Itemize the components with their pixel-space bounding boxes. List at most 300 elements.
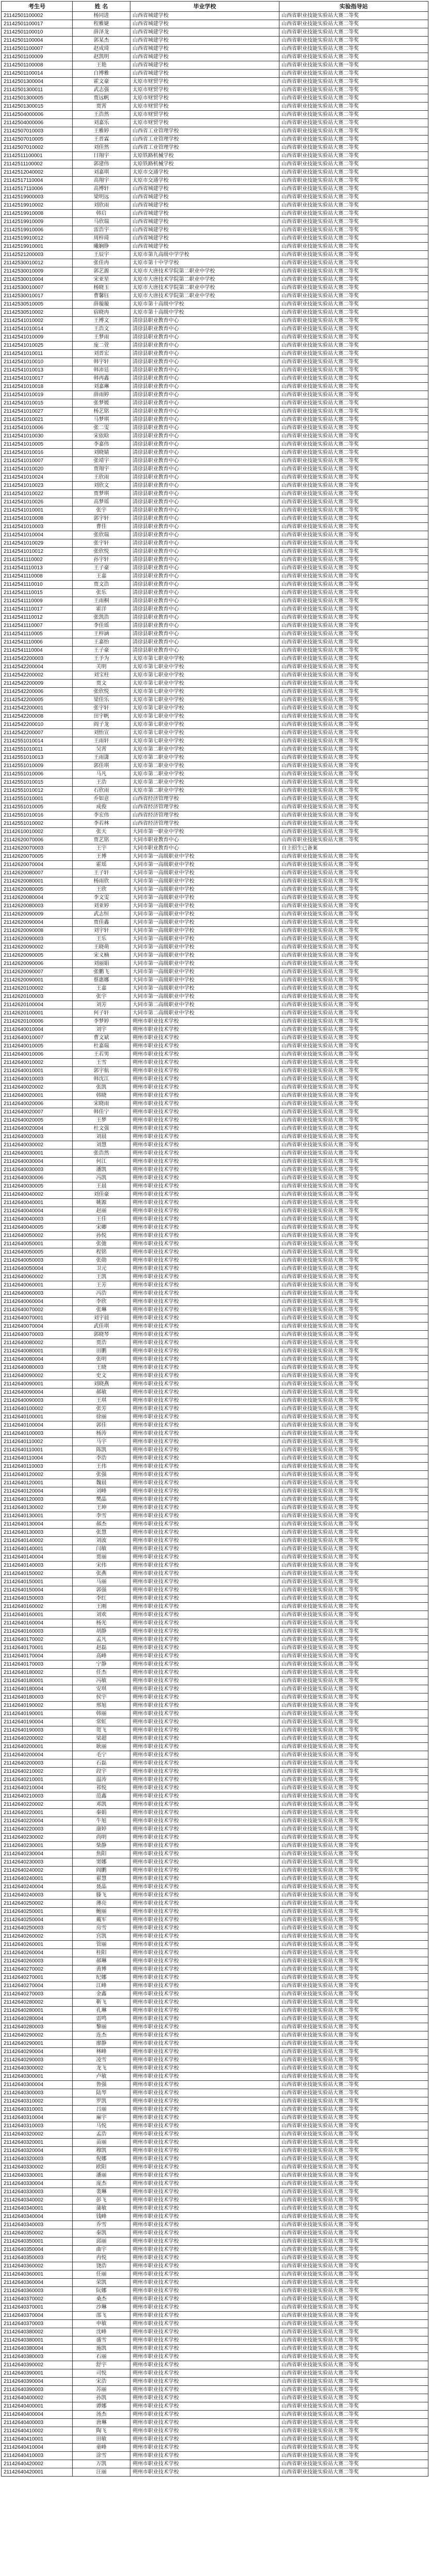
name-cell: 王欣雨 (73, 473, 130, 482)
name-cell: 冯浩 (73, 1290, 130, 1298)
exam-number-cell: 21142541010005 (2, 440, 73, 449)
school-cell: 清徐县职业教育中心 (130, 358, 279, 366)
base-cell: 山西省职业技能实验站大赛二等奖 (279, 1726, 428, 1735)
table-row (2, 1974, 428, 1982)
name-cell: 刘宝柱 (73, 671, 130, 680)
exam-number-cell: 21142640070001 (2, 1314, 73, 1323)
base-cell: 山西省职业技能实验站大赛二等奖 (279, 1990, 428, 1998)
base-cell: 山西省职业技能实验站大赛二等奖 (279, 655, 428, 663)
table-row (2, 424, 428, 432)
table-row (2, 1718, 428, 1726)
school-cell: 朔州市职业技术学校 (130, 2295, 279, 2303)
base-cell: 山西省职业技能实验站大赛二等奖 (279, 1388, 428, 1397)
exam-number-cell: 21142541010011 (2, 350, 73, 358)
name-cell: 张宇 (73, 506, 130, 515)
table-row (2, 1388, 428, 1397)
header-school: 毕业学校 (130, 2, 279, 12)
base-cell: 山西省职业技能实验站大赛二等奖 (279, 614, 428, 622)
base-cell: 山西省职业技能实验站大赛二等奖 (279, 1924, 428, 1933)
base-cell: 山西省职业技能实验站大赛二等奖 (279, 2378, 428, 2386)
school-cell: 朔州市职业技术学校 (130, 2139, 279, 2147)
table-row (2, 1751, 428, 1759)
table-row (2, 482, 428, 490)
name-cell: 任杰 (73, 1669, 130, 1677)
name-cell: 鲍丽 (73, 1908, 130, 1916)
base-cell: 山西省职业技能实验站大赛二等奖 (279, 704, 428, 713)
table-row (2, 1347, 428, 1355)
name-cell: 王予为 (73, 655, 130, 663)
name-cell: 陈凯 (73, 1446, 130, 1454)
name-cell: 饶浩 (73, 2262, 130, 2270)
exam-number-cell: 21142640290002 (2, 2031, 73, 2040)
name-cell: 冯凯 (73, 1174, 130, 1182)
exam-number-cell: 21142541110006 (2, 638, 73, 647)
school-cell: 清徐县职业教育中心 (130, 531, 279, 539)
exam-number-cell: 21142542200008 (2, 713, 73, 721)
school-cell: 朔州市职业技术学校 (130, 2402, 279, 2411)
base-cell: 山西省职业技能实验站大赛二等奖 (279, 2435, 428, 2444)
exam-number-cell: 21142519910009 (2, 218, 73, 226)
exam-number-cell: 21142640350003 (2, 2254, 73, 2262)
name-cell: 刘嘉琪 (73, 168, 130, 177)
name-cell: 戴军 (73, 1916, 130, 1924)
school-cell: 清徐县职业教育中心 (130, 342, 279, 350)
table-row (2, 688, 428, 696)
base-cell: 山西省职业技能实验站大赛二等奖 (279, 1438, 428, 1446)
table-row (2, 119, 428, 127)
base-cell: 山西省职业技能实验站大赛二等奖 (279, 440, 428, 449)
exam-number-cell: 21142542200009 (2, 680, 73, 688)
school-cell: 太原市大唐技术学院第二职业中学校 (130, 292, 279, 300)
base-cell: 山西省职业技能实验站大赛二等奖 (279, 1858, 428, 1867)
school-cell: 朔州市职业技术学校 (130, 1421, 279, 1430)
name-cell: 高梦瑶 (73, 498, 130, 506)
table-row (2, 1603, 428, 1611)
name-cell: 黄博 (73, 1965, 130, 1974)
exam-number-cell: 21142541010018 (2, 383, 73, 391)
table-row (2, 2246, 428, 2254)
exam-number-cell: 21142640240002 (2, 1867, 73, 1875)
school-cell: 太原市第二职业中学校 (130, 754, 279, 762)
base-cell: 山西省职业技能实验站大赛二等奖 (279, 952, 428, 960)
base-cell: 山西省职业技能实验站大赛二等奖 (279, 1982, 428, 1990)
name-cell: 李欣 (73, 1298, 130, 1306)
exam-number-cell: 21142541010001 (2, 506, 73, 515)
school-cell: 朔州市职业技术学校 (130, 1133, 279, 1141)
school-cell: 大同市第二高级职业中学校 (130, 1009, 279, 1018)
table-row (2, 416, 428, 424)
school-cell: 大同市第一高级职业中学校 (130, 960, 279, 968)
name-cell: 秦娟 (73, 1809, 130, 1817)
school-cell: 清徐县职业教育中心 (130, 614, 279, 622)
name-cell: 韩启 (73, 210, 130, 218)
school-cell: 朔州市职业技术学校 (130, 2378, 279, 2386)
table-row (2, 713, 428, 721)
base-cell: 山西省职业技能实验站大赛二等奖 (279, 465, 428, 473)
name-cell: 宋伟 (73, 1562, 130, 1570)
name-cell: 孟浩 (73, 2130, 130, 2139)
table-row (2, 490, 428, 498)
exam-number-cell: 21142620080003 (2, 902, 73, 910)
school-cell: 朔州市职业技术学校 (130, 1743, 279, 1751)
school-cell: 大同市第一高级职业中学校 (130, 919, 279, 927)
exam-number-cell: 21142640250004 (2, 1916, 73, 1924)
name-cell: 韩宇轩 (73, 358, 130, 366)
school-cell: 朔州市职业技术学校 (130, 1817, 279, 1825)
school-cell: 朔州市职业技术学校 (130, 1207, 279, 1215)
name-cell: 司悦 (73, 2369, 130, 2378)
name-cell: 庞二萱 (73, 342, 130, 350)
school-cell: 清徐县职业教育中心 (130, 449, 279, 457)
name-cell: 胡静 (73, 1628, 130, 1636)
name-cell: 郭佳琪 (73, 762, 130, 770)
table-row (2, 366, 428, 375)
base-cell: 山西省职业技能实验站大赛二等奖 (279, 1380, 428, 1388)
exam-number-cell: 21142640350002 (2, 2229, 73, 2238)
base-cell: 山西省职业技能实验站大赛二等奖 (279, 2287, 428, 2295)
table-row (2, 1842, 428, 1850)
name-cell: 荣凯 (73, 2279, 130, 2287)
base-cell: 山西省职业技能实验站大赛二等奖 (279, 1965, 428, 1974)
name-cell: 宋卿 (73, 1224, 130, 1232)
base-cell: 山西省职业技能实验站大赛二等奖 (279, 589, 428, 597)
base-cell: 山西省职业技能实验站大赛二等奖 (279, 1479, 428, 1487)
table-row (2, 2130, 428, 2139)
name-cell: 李雪 (73, 1512, 130, 1520)
exam-number-cell: 21142640150002 (2, 1570, 73, 1578)
exam-number-cell: 21142640160004 (2, 1619, 73, 1628)
name-cell: 宫凯 (73, 1933, 130, 1941)
table-row (2, 2007, 428, 2015)
name-cell: 张乐 (73, 589, 130, 597)
base-cell: 山西省职业技能实验站大赛二等奖 (279, 1998, 428, 2007)
name-cell: 蒲敏 (73, 2205, 130, 2213)
table-row (2, 869, 428, 877)
school-cell: 朔州市职业技术学校 (130, 2081, 279, 2089)
base-cell: 山西省职业技能实验站大赛二等奖 (279, 408, 428, 416)
school-cell: 山西省城建学校 (130, 45, 279, 53)
base-cell: 山西省职业技能实验站大赛二等奖 (279, 1298, 428, 1306)
school-cell: 山西省城建学校 (130, 243, 279, 251)
name-cell: 郭某杰 (73, 37, 130, 45)
base-cell: 山西省职业技能实验站大赛二等奖 (279, 144, 428, 152)
exam-number-cell: 21142551010009 (2, 762, 73, 770)
school-cell: 朔州市职业技术学校 (130, 2023, 279, 2031)
school-cell: 朔州市职业技术学校 (130, 1908, 279, 1916)
name-cell: 王欣 (73, 886, 130, 894)
table-row (2, 2295, 428, 2303)
base-cell: 山西省职业技能实验站大赛二等奖 (279, 2139, 428, 2147)
school-cell: 朔州市职业技术学校 (130, 1347, 279, 1355)
school-cell: 朔州市职业技术学校 (130, 1759, 279, 1768)
table-row (2, 556, 428, 564)
base-cell: 山西省职业技能实验站大赛二等奖 (279, 811, 428, 820)
exam-number-cell: 21142541110007 (2, 622, 73, 630)
exam-number-cell: 21142541110017 (2, 605, 73, 614)
table-row (2, 1933, 428, 1941)
school-cell: 朔州市职业技术学校 (130, 2163, 279, 2172)
school-cell: 朔州市职业技术学校 (130, 1801, 279, 1809)
exam-number-cell: 21142530010017 (2, 292, 73, 300)
base-cell: 山西省职业技能实验站大赛二等奖 (279, 12, 428, 20)
school-cell: 朔州市职业技术学校 (130, 1718, 279, 1726)
name-cell: 刘晨 (73, 1133, 130, 1141)
exam-number-cell: 21142640060003 (2, 1290, 73, 1298)
name-cell: 管丽 (73, 1941, 130, 1949)
name-cell: 孔琳 (73, 2007, 130, 2015)
exam-number-cell: 21142640310002 (2, 2097, 73, 2106)
name-cell: 庞杰 (73, 2180, 130, 2188)
base-cell: 山西省职业技能实验站大赛二等奖 (279, 53, 428, 61)
school-cell: 朔州市职业技术学校 (130, 1075, 279, 1083)
school-cell: 朔州市职业技术学校 (130, 1949, 279, 1957)
table-row (2, 2056, 428, 2064)
name-cell: 张凯浩 (73, 614, 130, 622)
exam-number-cell: 21142640420002 (2, 2460, 73, 2468)
exam-number-cell: 21142640050001 (2, 1240, 73, 1248)
exam-number-cell: 21142541010010 (2, 358, 73, 366)
table-row (2, 1059, 428, 1067)
base-cell: 山西省职业技能实验站大赛二等奖 (279, 2213, 428, 2221)
exam-number-cell: 21142640060001 (2, 1281, 73, 1290)
exam-number-cell: 21142640380001 (2, 2336, 73, 2345)
exam-number-cell: 21142640230004 (2, 1850, 73, 1858)
exam-number-cell: 21142541010004 (2, 531, 73, 539)
name-cell: 沈峰 (73, 2328, 130, 2336)
table-header-row (2, 2, 428, 12)
base-cell: 山西省职业技能实验站大赛二等奖 (279, 1339, 428, 1347)
name-cell: 张欣悦 (73, 548, 130, 556)
school-cell: 朔州市职业技术学校 (130, 2221, 279, 2229)
base-cell: 山西省职业技能实验站大赛二等奖 (279, 1957, 428, 1965)
school-cell: 大同市职业教育中心 (130, 836, 279, 844)
table-row (2, 506, 428, 515)
table-row (2, 877, 428, 886)
name-cell: 姚源 (73, 1199, 130, 1207)
school-cell: 朔州市职业技术学校 (130, 2394, 279, 2402)
base-cell: 山西省职业技能实验站大赛二等奖 (279, 243, 428, 251)
table-row (2, 844, 428, 853)
exam-number-cell: 21142640310003 (2, 2122, 73, 2130)
base-cell: 山西省职业技能实验站大赛二等奖 (279, 1652, 428, 1660)
table-row (2, 1644, 428, 1652)
school-cell: 朔州市职业技术学校 (130, 2172, 279, 2180)
exam-number-cell: 21142640200002 (2, 1735, 73, 1743)
exam-number-cell: 21142640380004 (2, 2345, 73, 2353)
school-cell: 太原市财贸学校 (130, 78, 279, 86)
name-cell: 张明 (73, 1355, 130, 1364)
base-cell: 山西省职业技能实验站大赛二等奖 (279, 1570, 428, 1578)
table-row (2, 1908, 428, 1916)
exam-number-cell: 21142501300011 (2, 86, 73, 94)
name-cell: 王乐 (73, 935, 130, 943)
school-cell: 清徐县职业教育中心 (130, 506, 279, 515)
base-cell: 山西省职业技能实验站大赛二等奖 (279, 152, 428, 160)
exam-number-cell: 21142541010026 (2, 498, 73, 506)
table-row (2, 2180, 428, 2188)
name-cell: 盛雪 (73, 2336, 130, 2345)
school-cell: 朔州市职业技术学校 (130, 1149, 279, 1158)
table-row (2, 1636, 428, 1644)
school-cell: 朔州市职业技术学校 (130, 1273, 279, 1281)
school-cell: 朔州市职业技术学校 (130, 1702, 279, 1710)
exam-number-cell: 21142640020005 (2, 1116, 73, 1125)
name-cell: 刘晓燕 (73, 1380, 130, 1388)
school-cell: 朔州市职业技术学校 (130, 1809, 279, 1817)
table-row (2, 37, 428, 45)
school-cell: 清徐县职业教育中心 (130, 539, 279, 548)
base-cell: 山西省职业技能实验站大赛二等奖 (279, 449, 428, 457)
base-cell: 山西省职业技能实验站大赛二等奖 (279, 828, 428, 836)
school-cell: 朔州市职业技术学校 (130, 1636, 279, 1644)
table-row (2, 737, 428, 745)
school-cell: 大同市第一高级职业中学校 (130, 976, 279, 985)
table-row (2, 103, 428, 111)
table-row (2, 61, 428, 70)
exam-number-cell: 21142640210004 (2, 1784, 73, 1792)
name-cell: 宁静 (73, 1660, 130, 1669)
table-row (2, 589, 428, 597)
base-cell: 山西省职业技能实验站大赛二等奖 (279, 1619, 428, 1628)
base-cell: 山西省职业技能实验站大赛二等奖 (279, 1207, 428, 1215)
name-cell: 史文 (73, 1372, 130, 1380)
name-cell: 穆凯 (73, 2147, 130, 2155)
school-cell: 朔州市职业技术学校 (130, 2369, 279, 2378)
base-cell: 山西省职业技能实验站大赛二等奖 (279, 1941, 428, 1949)
base-cell: 山西省职业技能实验站大赛二等奖 (279, 713, 428, 721)
table-row (2, 1693, 428, 1702)
exam-number-cell: 21142542200010 (2, 721, 73, 729)
name-cell: 薛雨婷 (73, 391, 130, 399)
exam-number-cell: 21142620100001 (2, 1009, 73, 1018)
name-cell: 王坤 (73, 1504, 130, 1512)
exam-number-cell: 21142541110012 (2, 614, 73, 622)
base-cell: 山西省职业技能实验站大赛二等奖 (279, 1158, 428, 1166)
school-cell: 朔州市职业技术学校 (130, 2073, 279, 2081)
exam-number-cell: 21142640110002 (2, 1438, 73, 1446)
school-cell: 朔州市职业技术学校 (130, 2031, 279, 2040)
base-cell: 山西省职业技能实验站大赛二等奖 (279, 391, 428, 399)
base-cell: 山西省职业技能实验站大赛二等奖 (279, 1174, 428, 1182)
table-row (2, 2114, 428, 2122)
exam-number-cell: 21142640360001 (2, 2270, 73, 2279)
exam-number-cell: 21142542200002 (2, 671, 73, 680)
name-cell: 王雅婷 (73, 127, 130, 135)
table-row (2, 1372, 428, 1380)
exam-number-cell: 21142551010015 (2, 778, 73, 787)
table-row (2, 1726, 428, 1735)
table-row (2, 2468, 428, 2477)
name-cell: 成俊 (73, 803, 130, 811)
name-cell: 薛璇璇 (73, 300, 130, 309)
base-cell: 山西省职业技能实验站大赛二等奖 (279, 1454, 428, 1463)
table-row (2, 342, 428, 350)
exam-number-cell: 21142640340002 (2, 2196, 73, 2205)
school-cell: 山西省经济管理学校 (130, 811, 279, 820)
table-row (2, 1001, 428, 1009)
name-cell: 韩丽 (73, 1710, 130, 1718)
table-row (2, 1562, 428, 1570)
school-cell: 大同市第一高级职业中学校 (130, 910, 279, 919)
name-cell: 王宇 (73, 844, 130, 853)
exam-number-cell: 21142530510005 (2, 300, 73, 309)
table-row (2, 622, 428, 630)
table-row (2, 1652, 428, 1660)
name-cell: 马宇 (73, 1438, 130, 1446)
table-row (2, 309, 428, 317)
name-cell: 陆琴 (73, 2089, 130, 2097)
table-row (2, 2353, 428, 2361)
table-row (2, 581, 428, 589)
table-row (2, 1182, 428, 1191)
name-cell: 贾文浩 (73, 581, 130, 589)
exam-number-cell: 21142640030004 (2, 1158, 73, 1166)
school-cell: 朔州市职业技术学校 (130, 2155, 279, 2163)
base-cell: 山西省职业技能实验站大赛二等奖 (279, 572, 428, 581)
table-row (2, 910, 428, 919)
school-cell: 清徐县职业教育中心 (130, 408, 279, 416)
school-cell: 朔州市职业技术学校 (130, 1710, 279, 1718)
base-cell: 山西省职业技能实验站大赛二等奖 (279, 1710, 428, 1718)
table-row (2, 968, 428, 976)
table-row (2, 795, 428, 803)
school-cell: 太原市第七职业中学校 (130, 729, 279, 737)
table-row (2, 1339, 428, 1347)
school-cell: 太原市第七职业中学校 (130, 663, 279, 671)
base-cell: 山西省职业技能实验站大赛二等奖 (279, 943, 428, 952)
table-row (2, 465, 428, 473)
table-row (2, 614, 428, 622)
table-row (2, 2419, 428, 2427)
table-row (2, 160, 428, 168)
exam-number-cell: 21142640270004 (2, 1982, 73, 1990)
table-row (2, 70, 428, 78)
school-cell: 清徐县职业教育中心 (130, 391, 279, 399)
base-cell: 山西省职业技能实验站大赛二等奖 (279, 927, 428, 935)
table-row (2, 1149, 428, 1158)
name-cell: 潘凯 (73, 1166, 130, 1174)
school-cell: 朔州市职业技术学校 (130, 2353, 279, 2361)
school-cell: 朔州市职业技术学校 (130, 2246, 279, 2254)
school-cell: 太原市第二职业中学校 (130, 778, 279, 787)
exam-number-cell: 21142519910012 (2, 234, 73, 243)
school-cell: 太原市大唐技术学院第二职业中学校 (130, 267, 279, 276)
school-cell: 朔州市职业技术学校 (130, 1792, 279, 1801)
school-cell: 朔州市职业技术学校 (130, 1842, 279, 1850)
school-cell: 山西省城建学校 (130, 210, 279, 218)
base-cell: 山西省职业技能实验站大赛二等奖 (279, 424, 428, 432)
table-row (2, 2196, 428, 2205)
school-cell: 朔州市职业技术学校 (130, 2254, 279, 2262)
table-row (2, 1520, 428, 1529)
exam-number-cell: 21142620070006 (2, 836, 73, 844)
name-cell: 宋浩 (73, 2378, 130, 2386)
exam-number-cell: 21142640050003 (2, 1257, 73, 1265)
exam-number-cell: 21142521200003 (2, 251, 73, 259)
table-row (2, 168, 428, 177)
table-row (2, 1537, 428, 1545)
exam-number-cell: 21142640390004 (2, 2378, 73, 2386)
exam-number-cell: 21142501100009 (2, 53, 73, 61)
school-cell: 朔州市职业技术学校 (130, 1520, 279, 1529)
base-cell: 山西省职业技能实验站大赛二等奖 (279, 2180, 428, 2188)
school-cell: 朔州市职业技术学校 (130, 1281, 279, 1290)
table-row (2, 811, 428, 820)
base-cell: 山西省职业技能实验站大赛二等奖 (279, 688, 428, 696)
table-row (2, 1306, 428, 1314)
school-cell: 太原市第七职业中学校 (130, 713, 279, 721)
name-cell: 杜文强 (73, 1125, 130, 1133)
